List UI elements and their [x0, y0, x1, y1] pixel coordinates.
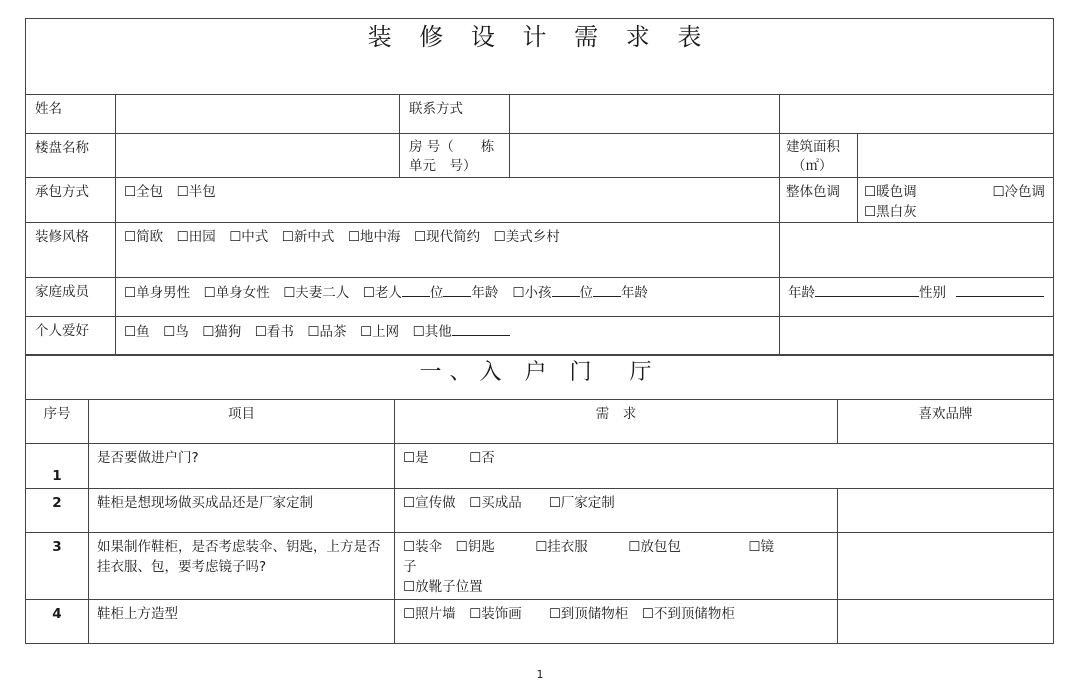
hobby-label: 个人爱好: [26, 317, 116, 355]
color-warm-option[interactable]: ☐暖色调: [864, 184, 917, 200]
color-options[interactable]: [858, 178, 1054, 223]
hobby-other-line[interactable]: [452, 321, 510, 336]
style-extra-cell: [780, 223, 1054, 278]
row-4-item: 鞋柜上方造型: [89, 600, 395, 644]
kid-age-line[interactable]: [593, 282, 621, 297]
color-bw-option[interactable]: ☐黑白灰: [864, 204, 917, 220]
age-gender-cell[interactable]: [780, 278, 1054, 317]
contract-options[interactable]: ☐全包 ☐半包: [116, 178, 780, 223]
elder-count-line[interactable]: [402, 282, 430, 297]
row-4-num: 4: [26, 600, 89, 644]
page-number: 1: [536, 668, 544, 681]
row-3-brand[interactable]: [838, 533, 1054, 600]
kid-option[interactable]: ☐小孩: [512, 285, 552, 301]
contact-extra-cell: [780, 95, 1054, 134]
kid-count-line[interactable]: [552, 282, 580, 297]
age-label: 年龄: [788, 285, 815, 301]
building-label: 楼盘名称: [26, 134, 116, 178]
hobby-options-text[interactable]: ☐鱼 ☐鸟 ☐猫狗 ☐看书 ☐品茶 ☐上网 ☐其他: [124, 324, 452, 340]
row-1-item: 是否要做进户门?: [89, 444, 395, 489]
contact-label: 联系方式: [400, 95, 510, 134]
gender-label: 性别: [919, 285, 946, 301]
elder-age-label: 年龄: [471, 285, 499, 301]
header-need: 需 求: [395, 400, 838, 444]
entry-hall-table: [25, 355, 1054, 644]
kid-age-label: 年龄: [621, 285, 649, 301]
section-title: 一、入 户 门 厅: [26, 356, 1054, 400]
area-label: [780, 134, 858, 178]
area-label-text: 建筑面积: [786, 139, 840, 155]
room-field[interactable]: [510, 134, 780, 178]
name-label: 姓名: [26, 95, 116, 134]
header-brand: 喜欢品牌: [838, 400, 1054, 444]
form-title: 装 修 设 计 需 求 表: [26, 19, 1054, 95]
area-unit: （㎡）: [792, 158, 833, 174]
contact-field[interactable]: [510, 95, 780, 134]
row-3-item: 如果制作鞋柜，是否考虑装伞、钥匙，上方是否挂衣服、包，要考虑镜子吗?: [89, 533, 395, 600]
elder-unit: 位: [429, 285, 444, 301]
name-field[interactable]: [116, 95, 400, 134]
row-3-need[interactable]: [395, 533, 838, 600]
style-label: 装修风格: [26, 223, 116, 278]
area-field[interactable]: [858, 134, 1054, 178]
row-3-num: 3: [26, 533, 89, 600]
hobby-extra-cell: [780, 317, 1054, 355]
gender-line[interactable]: [956, 282, 1044, 297]
row-1-num: 1: [26, 444, 89, 489]
row-4-brand[interactable]: [838, 600, 1054, 644]
hobby-options[interactable]: [116, 317, 780, 355]
color-cool-option[interactable]: ☐冷色调: [992, 184, 1046, 200]
row-1-need[interactable]: ☐是 ☐否: [395, 444, 1054, 489]
kid-unit: 位: [579, 285, 594, 301]
requirements-form-table: [25, 18, 1054, 355]
room-label-line1: 房 号（ 栋: [409, 139, 495, 155]
row-2-item: 鞋柜是想现场做买成品还是厂家定制: [89, 489, 395, 533]
elder-age-line[interactable]: [443, 282, 471, 297]
contract-label: 承包方式: [26, 178, 116, 223]
family-label: 家庭成员: [26, 278, 116, 317]
color-label: 整体色调: [780, 178, 858, 223]
style-options[interactable]: ☐简欧 ☐田园 ☐中式 ☐新中式 ☐地中海 ☐现代简约 ☐美式乡村: [116, 223, 780, 278]
header-seq: 序号: [26, 400, 89, 444]
row-3-need-line2: 子: [403, 559, 417, 575]
family-options-main[interactable]: ☐单身男性 ☐单身女性 ☐夫妻二人 ☐老人: [124, 285, 402, 301]
room-label: [400, 134, 510, 178]
header-item: 项目: [89, 400, 395, 444]
row-3-need-line1[interactable]: ☐装伞 ☐钥匙 ☐挂衣服 ☐放包包 ☐镜: [403, 539, 775, 555]
row-3-need-line3[interactable]: ☐放靴子位置: [403, 579, 483, 595]
room-label-line2: 单元 号）: [409, 158, 477, 174]
age-line[interactable]: [815, 282, 919, 297]
row-2-need[interactable]: ☐宣传做 ☐买成品 ☐厂家定制: [395, 489, 838, 533]
family-options[interactable]: [116, 278, 780, 317]
row-4-need[interactable]: ☐照片墙 ☐装饰画 ☐到顶储物柜 ☐不到顶储物柜: [395, 600, 838, 644]
row-2-brand[interactable]: [838, 489, 1054, 533]
row-2-num: 2: [26, 489, 89, 533]
building-field[interactable]: [116, 134, 400, 178]
